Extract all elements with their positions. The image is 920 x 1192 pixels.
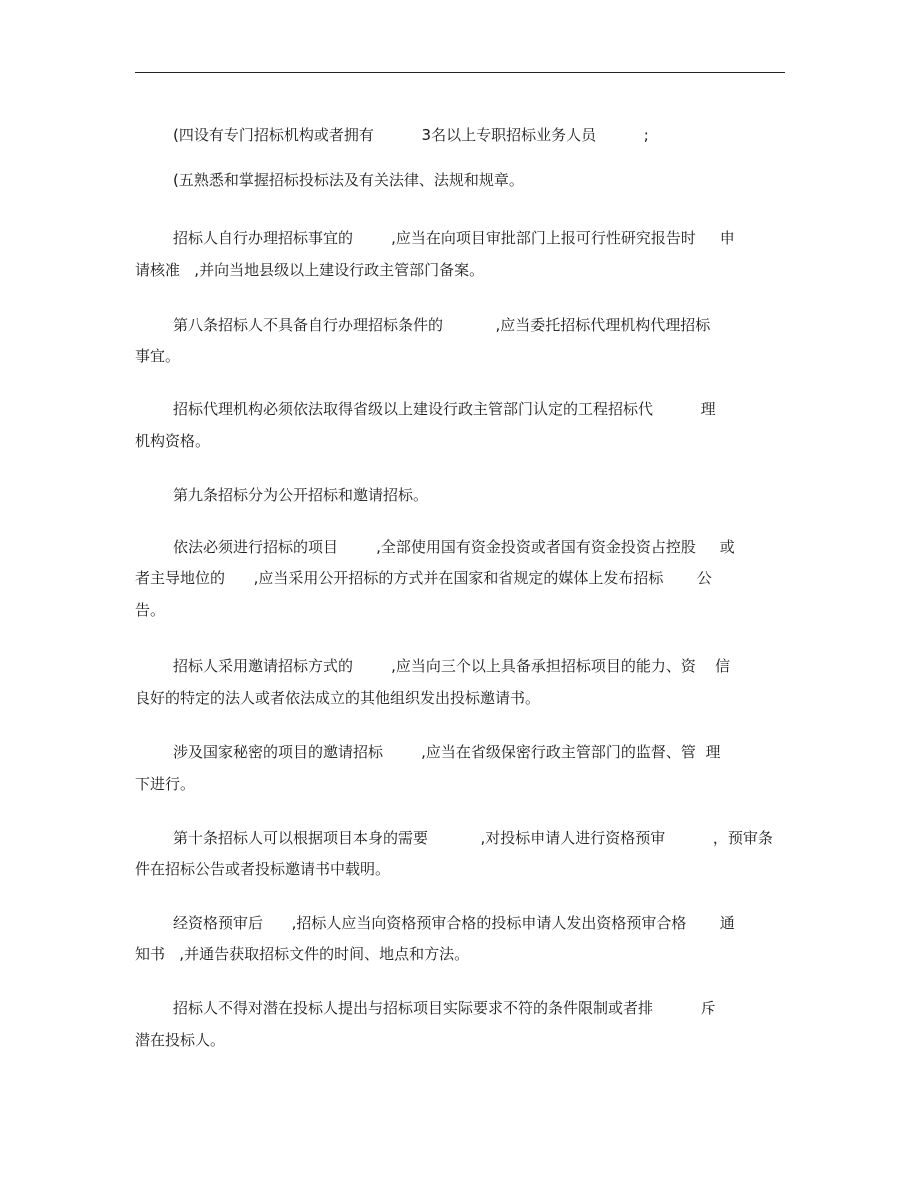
text-line: 依法必须进行招标的项目 ,全部使用国有资金投资或者国有资金投资占控股 或 bbox=[173, 538, 735, 556]
text-line: 潜在投标人。 bbox=[135, 1031, 226, 1049]
text-line: 知书 ,并通告获取招标文件的时间、地点和方法。 bbox=[135, 945, 470, 963]
text-line: 良好的特定的法人或者依法成立的其他组织发出投标邀请书。 bbox=[135, 689, 541, 707]
text-line: 机构资格。 bbox=[135, 432, 211, 450]
text-line: 招标人不得对潜在投标人提出与招标项目实际要求不符的条件限制或者排 斥 bbox=[173, 999, 716, 1017]
text-line: 事宜。 bbox=[135, 347, 181, 365]
text-line: 经资格预审后 ,招标人应当向资格预审合格的投标申请人发出资格预审合格 通 bbox=[173, 914, 735, 932]
text-line: 第十条招标人可以根据项目本身的需要 ,对投标申请人进行资格预审 ，预审条 bbox=[173, 829, 773, 847]
text-line: 请核准 ,并向当地县级以上建设行政主管部门备案。 bbox=[135, 261, 485, 279]
text-line: (五熟悉和掌握招标投标法及有关法律、法规和规章。 bbox=[173, 171, 524, 189]
text-line: (四设有专门招标机构或者拥有 3名以上专职招标业务人员 ; bbox=[173, 126, 649, 144]
text-line: 招标人自行办理招标事宜的 ,应当在向项目审批部门上报可行性研究报告时 申 bbox=[173, 229, 735, 247]
text-line: 下进行。 bbox=[135, 775, 196, 793]
text-line: 涉及国家秘密的项目的邀请招标 ,应当在省级保密行政主管部门的监督、管 理 bbox=[173, 743, 721, 761]
text-line: 第九条招标分为公开招标和邀请招标。 bbox=[173, 486, 429, 504]
text-line: 件在招标公告或者投标邀请书中载明。 bbox=[135, 860, 391, 878]
text-line: 招标代理机构必须依法取得省级以上建设行政主管部门认定的工程招标代 理 bbox=[173, 400, 716, 418]
text-line: 告。 bbox=[135, 601, 166, 619]
text-line: 者主导地位的 ,应当采用公开招标的方式并在国家和省规定的媒体上发布招标 公 bbox=[135, 569, 712, 587]
header-rule bbox=[135, 72, 785, 73]
text-line: 招标人采用邀请招标方式的 ,应当向三个以上具备承担招标项目的能力、资 信 bbox=[173, 657, 730, 675]
text-line: 第八条招标人不具备自行办理招标条件的 ,应当委托招标代理机构代理招标 bbox=[173, 316, 711, 334]
